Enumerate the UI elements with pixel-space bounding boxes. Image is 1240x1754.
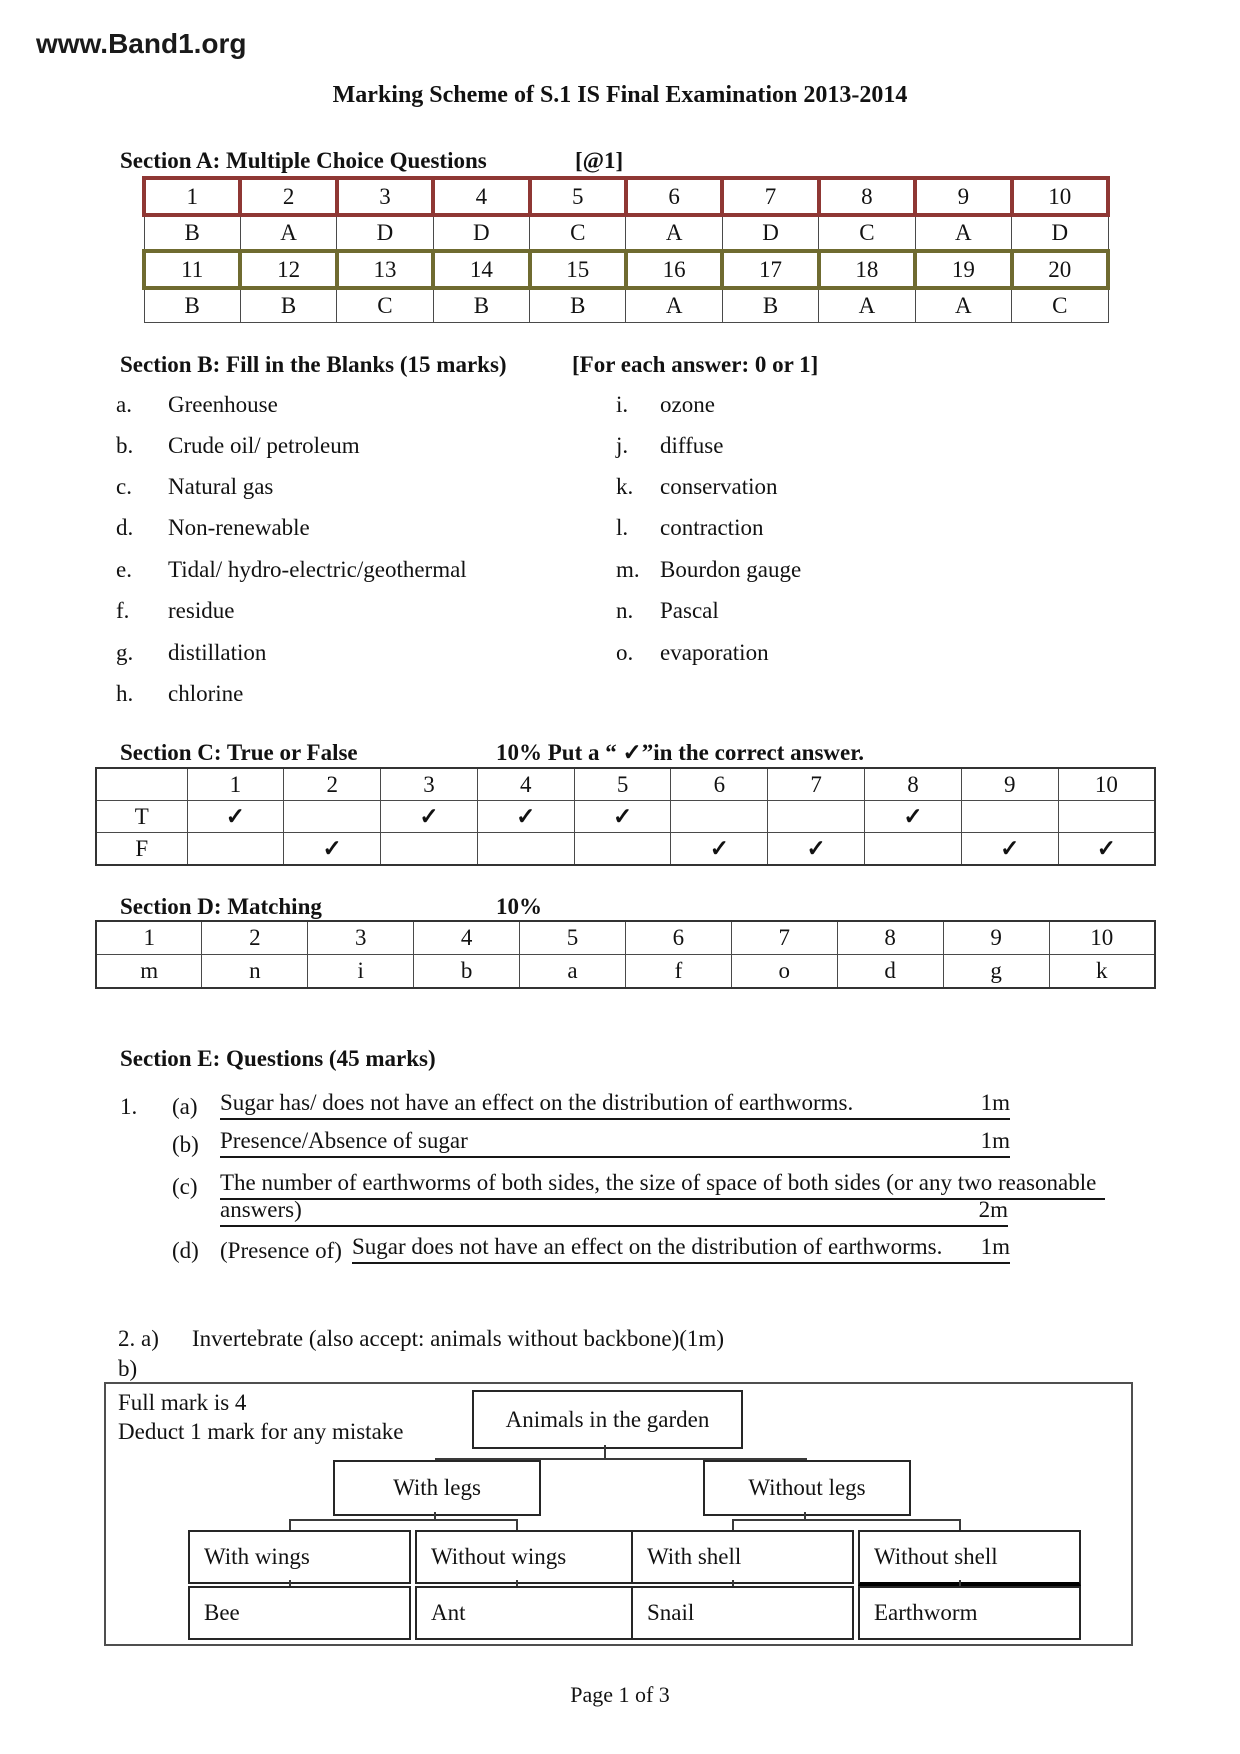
q1c-answer-line-2 [220,1197,1008,1227]
q1a-answer-line [120,1090,1010,1120]
q2a-line [118,1326,724,1352]
mc-cell: C [819,215,915,251]
item-answer: Natural gas [168,474,274,499]
tree-connector [516,1519,518,1530]
answer-text: Sugar has/ does not have an effect on the distribution of earthworms. [220,1090,854,1115]
tf-check-cell [1058,801,1155,833]
tf-check-cell [187,833,284,866]
matching-cell: o [731,955,837,989]
section-d-heading [120,894,542,920]
mc-cell: B [144,288,240,323]
tf-cell: 10 [1058,768,1155,801]
tf-check-cell: ✓ [574,801,671,833]
matching-cell: 3 [308,921,414,955]
tf-check-cell: ✓ [1058,833,1155,866]
item-letter: n. [616,598,634,623]
item-letter: j. [616,433,629,458]
tf-number-row [96,768,1155,801]
mc-cell: C [530,215,626,251]
matching-answer-row [96,955,1155,989]
item-answer: residue [168,598,235,623]
mc-cell: 3 [337,178,433,215]
tf-check-cell: ✓ [865,801,962,833]
mc-cell: 18 [819,251,915,288]
blank-item-m [616,557,801,583]
item-answer: chlorine [168,681,244,706]
mc-cell: C [337,288,433,323]
mc-cell: 10 [1012,178,1108,215]
item-answer: ozone [660,392,715,417]
q1d-answer-line [120,1234,1010,1264]
q1d-answer [352,1234,1010,1264]
tf-cell: 9 [961,768,1058,801]
mc-cell: 20 [1012,251,1108,288]
tf-cell: 5 [574,768,671,801]
answer-text: Sugar does not have an effect on the distribution of earthworms. [351,1234,943,1259]
tree-node-snail: Snail [631,1586,854,1640]
item-answer: Non-renewable [168,515,310,540]
tree-node-with-shell: With shell [631,1530,854,1584]
item-letter: h. [116,681,134,706]
blank-item-l [616,515,763,541]
item-letter: i. [616,392,629,417]
answer-text: answers) [220,1197,302,1222]
q1a-answer [220,1090,1010,1120]
tree-connector [289,1519,291,1530]
matching-cell: n [202,955,308,989]
item-answer: Pascal [660,598,719,623]
tf-cell: 8 [865,768,962,801]
tree-note-line1: Full mark is 4 [118,1390,247,1415]
blank-item-k [616,474,778,500]
section-c-heading [120,740,865,766]
matching-cell: d [837,955,943,989]
item-letter: d. [116,515,134,540]
q1d-prefix: (Presence of) [220,1238,342,1263]
answer-text: The number of earthworms of both sides, the size of space of both sides (or any two reasonable [220,1170,1097,1195]
item-letter: g. [116,640,134,665]
item-answer: evaporation [660,640,769,665]
tree-node-without-shell: Without shell [858,1530,1081,1586]
mc-cell: A [626,288,722,323]
tree-note-line2: Deduct 1 mark for any mistake [118,1419,404,1444]
matching-table [95,920,1156,989]
tf-check-cell [671,801,768,833]
matching-cell: 2 [202,921,308,955]
q1c-answer-cont [220,1197,1008,1227]
mark-value: 2m [978,1197,1008,1222]
mc-cell: 7 [722,178,818,215]
q1-number: 1. [120,1094,138,1119]
tf-cell: 1 [187,768,284,801]
tf-check-cell: ✓ [961,833,1058,866]
item-answer: diffuse [660,433,724,458]
tf-cell: 4 [477,768,574,801]
section-d-mark-tag: 10% [496,894,542,919]
q1c-answer-line-1 [120,1170,1105,1200]
mc-cell: A [626,215,722,251]
item-letter: e. [116,557,132,582]
mc-answer-table [142,176,1110,323]
tf-check-cell [284,801,381,833]
matching-number-row [96,921,1155,955]
tf-check-cell: ✓ [477,801,574,833]
tree-node-without-wings: Without wings [415,1530,638,1584]
item-answer: Tidal/ hydro-electric/geothermal [168,557,467,582]
tf-check-cell [961,801,1058,833]
item-letter: c. [116,474,132,499]
tree-connector [732,1519,734,1530]
mc-cell: 6 [626,178,722,215]
item-letter: b. [116,433,134,458]
q1c-label: (c) [172,1174,198,1199]
item-letter: f. [116,598,130,623]
tf-check-cell: ✓ [284,833,381,866]
mc-cell: A [915,288,1011,323]
tf-cell: 2 [284,768,381,801]
section-c-heading-text: Section C: True or False [120,740,358,765]
mc-cell: D [337,215,433,251]
tf-row-label: F [96,833,187,866]
mc-cell: 12 [240,251,336,288]
section-e-heading [120,1046,436,1072]
section-b-mark-tag: [For each answer: 0 or 1] [572,352,819,377]
tf-check-cell: ✓ [768,833,865,866]
tree-node-with-legs: With legs [333,1460,541,1516]
mc-number-row-11-20 [144,251,1108,288]
mc-number-row-1-10 [144,178,1108,215]
mc-cell: 4 [433,178,529,215]
tf-check-cell [381,833,478,866]
true-false-table [95,767,1156,866]
mc-answer-row-11-20 [144,288,1108,323]
section-a-heading [120,148,624,174]
mark-value: 1m [980,1090,1010,1115]
blank-item-a [116,392,278,418]
site-watermark: www.Band1.org [36,28,247,59]
matching-cell: 10 [1049,921,1155,955]
tf-check-cell: ✓ [381,801,478,833]
tf-check-cell [865,833,962,866]
q2b-label: b) [118,1356,138,1381]
matching-cell: 1 [96,921,202,955]
matching-cell: a [520,955,626,989]
tf-row-label: T [96,801,187,833]
tree-node-earthworm: Earthworm [858,1586,1081,1640]
tf-false-row [96,833,1155,866]
blank-item-c [116,474,273,500]
document-title: Marking Scheme of S.1 IS Final Examination 2013-2014 [332,82,908,108]
mark-value: 1m [980,1234,1010,1259]
blank-item-n [616,598,719,624]
section-a-mark-tag: [@1] [575,148,624,173]
mc-answer-row-1-10 [144,215,1108,251]
blank-item-e [116,557,467,583]
tree-node-with-wings: With wings [188,1530,411,1584]
matching-cell: k [1049,955,1155,989]
tf-check-cell [574,833,671,866]
mark-value: 1m [980,1128,1010,1153]
mc-cell: 5 [530,178,626,215]
item-answer: Greenhouse [168,392,278,417]
tree-node-without-legs: Without legs [703,1460,911,1516]
matching-cell: m [96,955,202,989]
mc-cell: A [819,288,915,323]
mc-cell: 19 [915,251,1011,288]
tf-true-row [96,801,1155,833]
matching-cell: 6 [625,921,731,955]
tree-connector [959,1519,961,1530]
tf-check-cell: ✓ [187,801,284,833]
section-d-heading-text: Section D: Matching [120,894,322,919]
item-answer: distillation [168,640,267,665]
mc-cell: 13 [337,251,433,288]
blank-item-g [116,640,266,666]
tree-connector [733,1519,961,1521]
blank-item-j [616,433,723,459]
q1b-answer [220,1128,1010,1158]
matching-cell: 5 [520,921,626,955]
mc-cell: D [722,215,818,251]
blank-item-h [116,681,243,707]
matching-cell: i [308,955,414,989]
matching-cell: b [414,955,520,989]
answer-text: Presence/Absence of sugar [220,1128,468,1153]
tf-cell: 3 [381,768,478,801]
q2a-answer: Invertebrate (also accept: animals without backbone)(1m) [192,1326,724,1351]
matching-cell: g [943,955,1049,989]
mc-cell: B [240,288,336,323]
mc-cell: D [433,215,529,251]
page-number: Page 1 of 3 [570,1682,670,1707]
mc-cell: 2 [240,178,336,215]
mc-cell: B [433,288,529,323]
mc-cell: 11 [144,251,240,288]
mc-cell: A [240,215,336,251]
mc-cell: 15 [530,251,626,288]
blank-item-d [116,515,310,541]
item-answer: contraction [660,515,764,540]
mc-cell: B [530,288,626,323]
q1b-label: (b) [172,1132,199,1157]
tree-node-bee: Bee [188,1586,411,1640]
tree-connector [290,1519,518,1521]
item-letter: k. [616,474,634,499]
item-answer: Crude oil/ petroleum [168,433,360,458]
mc-cell: 9 [915,178,1011,215]
section-b-heading-text: Section B: Fill in the Blanks (15 marks) [120,352,507,377]
item-letter: a. [116,392,132,417]
mc-cell: 14 [433,251,529,288]
section-b-heading [120,352,819,378]
section-e-heading-text: Section E: Questions (45 marks) [120,1046,436,1071]
tf-check-cell: ✓ [671,833,768,866]
blank-item-o [616,640,769,666]
q2a-label: 2. a) [118,1326,159,1351]
q1d-label: (d) [172,1238,199,1263]
mc-cell: A [915,215,1011,251]
item-letter: l. [616,515,629,540]
q1c-answer [220,1170,1105,1200]
q1a-label: (a) [172,1094,198,1119]
blank-item-i [616,392,715,418]
item-letter: o. [616,640,634,665]
item-answer: Bourdon gauge [660,557,802,582]
tf-check-cell [477,833,574,866]
matching-cell: f [625,955,731,989]
blank-item-f [116,598,234,624]
tf-corner-cell [96,768,187,801]
item-answer: conservation [660,474,778,499]
tree-node-ant: Ant [415,1586,638,1640]
matching-cell: 4 [414,921,520,955]
section-a-heading-text: Section A: Multiple Choice Questions [120,148,487,173]
blank-item-b [116,433,360,459]
item-letter: m. [616,557,640,582]
mc-cell: 8 [819,178,915,215]
mc-cell: B [144,215,240,251]
matching-cell: 7 [731,921,837,955]
mc-cell: 17 [722,251,818,288]
section-c-mark-tag: 10% Put a “ ✓”in the correct answer. [496,740,865,765]
mc-cell: 16 [626,251,722,288]
mc-cell: D [1012,215,1108,251]
q1b-answer-line [120,1128,1010,1158]
tree-node-root: Animals in the garden [472,1390,743,1449]
mc-cell: B [722,288,818,323]
q2b-line [118,1356,137,1382]
matching-cell: 8 [837,921,943,955]
mc-cell: 1 [144,178,240,215]
tf-check-cell [768,801,865,833]
matching-cell: 9 [943,921,1049,955]
tf-cell: 6 [671,768,768,801]
tf-cell: 7 [768,768,865,801]
mc-cell: C [1012,288,1108,323]
